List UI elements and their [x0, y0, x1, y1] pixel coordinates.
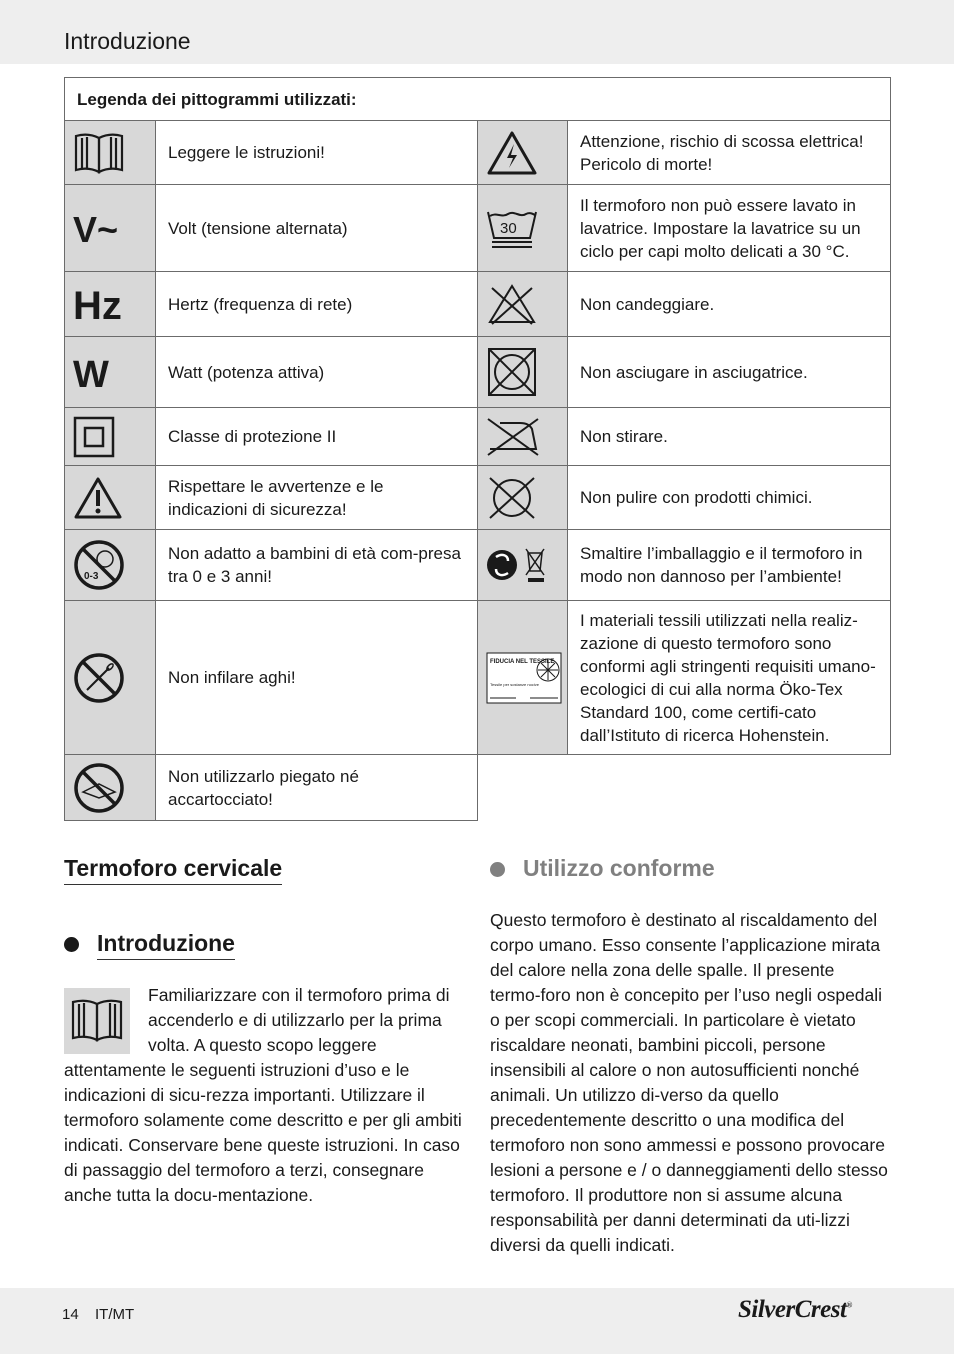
volt-ac-symbol: [65, 185, 156, 272]
warning-triangle-icon: [65, 466, 156, 530]
intro-paragraph: [64, 983, 466, 1208]
no-tumble-dry-icon: [478, 337, 568, 408]
no-children-0-3-icon: [65, 530, 156, 601]
legend-text: Watt (potenza attiva): [156, 337, 478, 408]
legend-text: Non candeggiare.: [568, 272, 891, 337]
brand-mark: ®: [846, 1300, 852, 1310]
page-title: Introduzione: [64, 28, 191, 54]
legend-text: Rispettare le avvertenze e le indicazioni di sicurezza!: [156, 466, 478, 530]
wash-30-delicate-icon: [478, 185, 568, 272]
book-icon: [65, 121, 156, 185]
hertz-symbol-text: Hz: [73, 284, 122, 325]
legend-text: Non infilare aghi!: [156, 601, 478, 755]
legend-text: Il termoforo non può essere lavato in lavatrice. Impostare la lavatrice su un ciclo per capi molto delicati a 30 °C.: [568, 185, 891, 272]
bullet-icon: [490, 862, 505, 877]
no-fold-icon: [65, 755, 156, 821]
oeko-tex-label-title: FIDUCIA NEL TESSILE: [490, 658, 555, 665]
usage-text: Questo termoforo è destinato al riscaldamento del corpo umano. Esso consente l’applicazione mirata del calore nella zona delle spalle. Il presente termo-foro non è concepito per l’uso negli ospedali o per scopi commerciali. In particolare è vietato riscaldare neonati, bambini piccoli, persone insensibili al calore o non autosufficienti nonché animali. Un utilizzo di-verso da quello precedentemente descritto o una modifica del termoforo non sono ammessi e possono provocare lesioni a persone e / o danneggiamenti dello stesso termoforo. Il produttore non si assume alcuna responsabilità per danni determinati da uti-lizzi diversi da quelli indicati.: [490, 910, 888, 1255]
legend-text: Attenzione, rischio di scossa elettrica! Pericolo di morte!: [568, 121, 891, 185]
bullet-icon: [64, 937, 79, 952]
intro-heading: Introduzione: [97, 929, 235, 960]
pictogram-legend-table: [64, 77, 891, 821]
brand-name: SilverCrest: [738, 1296, 847, 1323]
hertz-symbol: [65, 272, 156, 337]
legend-text: Leggere le istruzioni!: [156, 121, 478, 185]
brand-logo: [738, 1296, 852, 1324]
age-range-label: 0-3: [84, 571, 99, 582]
no-dry-clean-icon: [478, 466, 568, 530]
product-title: Termoforo cervicale: [64, 854, 282, 885]
legend-text: Classe di protezione II: [156, 408, 478, 466]
no-bleach-icon: [478, 272, 568, 337]
oeko-tex-label-icon: [478, 601, 568, 755]
no-iron-icon: [478, 408, 568, 466]
empty-cell: [478, 755, 891, 821]
legend-text: Non utilizzarlo piegato né accartocciato!: [156, 755, 478, 821]
legend-text: Non adatto a bambini di età com-presa tra 0 e 3 anni!: [156, 530, 478, 601]
watt-symbol-text: W: [73, 354, 109, 392]
protection-class-ii-icon: [65, 408, 156, 466]
legend-text: Hertz (frequenza di rete): [156, 272, 478, 337]
legend-text: I materiali tessili utilizzati nella realiz-zazione di questo termoforo sono conformi agli stringenti requisiti umano-ecologici di cui alla norma Öko-Tex Standard 100, come certifi-cato dall’Istituto di ricerca Hohenstein.: [568, 601, 891, 755]
legend-text: Non pulire con prodotti chimici.: [568, 466, 891, 530]
intro-text: Familiarizzare con il termoforo prima di accenderlo e di utilizzarlo per la prima volta. A questo scopo leggere attentamente le seguenti istruzioni d’uso e le indicazioni di sicu-rezza importanti. Utilizzare il termoforo solamente come descritto e per gli ambiti indicati. Conservare bene queste istruzioni. In caso di passaggio del termoforo a terzi, consegnare anche tutta la docu-mentazione.: [64, 985, 462, 1205]
wash-temperature: 30: [500, 220, 517, 237]
page-number: 14: [62, 1306, 79, 1323]
electric-shock-warning-icon: [478, 121, 568, 185]
legend-text: Non stirare.: [568, 408, 891, 466]
volt-ac-symbol-text: V~: [73, 209, 119, 248]
recycling-disposal-icon: [478, 530, 568, 601]
legend-heading: Legenda dei pittogrammi utilizzati:: [65, 78, 891, 121]
page-language: IT/MT: [95, 1306, 135, 1323]
legend-text: Non asciugare in asciugatrice.: [568, 337, 891, 408]
legend-text: Smaltire l’imballaggio e il termoforo in modo non dannoso per l’ambiente!: [568, 530, 891, 601]
oeko-tex-label-subtitle: Tessile per sostanze nocive: [490, 681, 539, 687]
no-needles-icon: [65, 601, 156, 755]
legend-text: Volt (tensione alternata): [156, 185, 478, 272]
watt-symbol: [65, 337, 156, 408]
usage-heading: Utilizzo conforme: [523, 855, 715, 881]
icon-spacer: [64, 983, 148, 1058]
